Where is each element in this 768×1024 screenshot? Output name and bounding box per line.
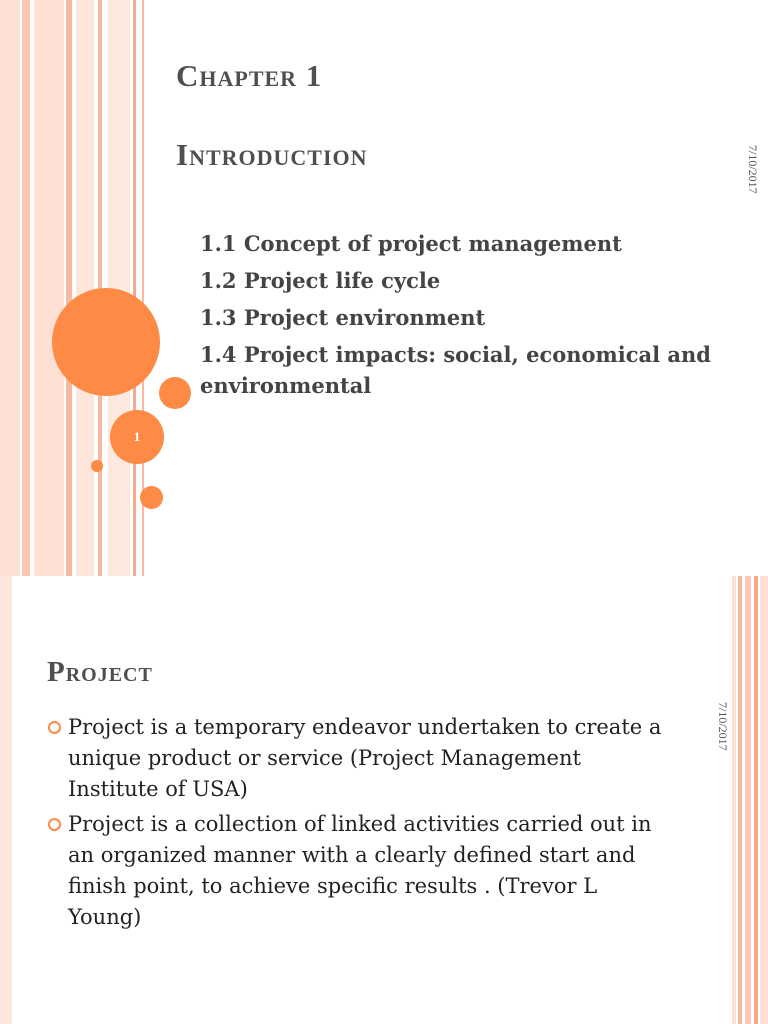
topic-item: 1.1 Concept of project management bbox=[200, 231, 622, 256]
decor-stripe bbox=[760, 576, 768, 1024]
slide-date: 7/10/2017 bbox=[746, 145, 760, 194]
decor-stripe bbox=[0, 0, 20, 576]
decor-circle bbox=[159, 377, 191, 409]
introduction-title: Introduction bbox=[176, 137, 368, 172]
decor-stripe bbox=[133, 0, 136, 576]
definition-item bbox=[48, 809, 668, 933]
decor-stripe bbox=[732, 576, 736, 1024]
bullet-circle-icon bbox=[48, 818, 61, 831]
topic-item: 1.4 Project impacts: social, economical and environmental bbox=[200, 342, 711, 398]
project-title: Project bbox=[47, 656, 153, 688]
slide-number: 1 bbox=[133, 429, 141, 444]
decor-stripe bbox=[754, 576, 758, 1024]
definition-text: Project is a collection of linked activities carried out in an organized manner with a clearly defined start and finish point, to achieve specific results . (Trevor L Young) bbox=[68, 812, 652, 929]
definition-item bbox=[48, 712, 668, 805]
decor-circle bbox=[52, 288, 160, 396]
slide-2 bbox=[0, 576, 768, 1024]
decor-stripe bbox=[34, 0, 64, 576]
decor-circle bbox=[91, 460, 103, 472]
decor-circle bbox=[140, 486, 163, 509]
definition-list bbox=[48, 712, 668, 937]
topic-item: 1.3 Project environment bbox=[200, 305, 486, 330]
decor-stripe bbox=[22, 0, 30, 576]
decor-stripe bbox=[76, 0, 94, 576]
definition-text: Project is a temporary endeavor undertaken to create a unique product or service (Project Management Institute of USA) bbox=[68, 715, 662, 801]
decor-stripe bbox=[0, 576, 12, 1024]
decor-stripe bbox=[738, 576, 742, 1024]
chapter-title: Chapter 1 bbox=[176, 58, 323, 93]
bullet-circle-icon bbox=[48, 721, 61, 734]
topic-item: 1.2 Project life cycle bbox=[200, 268, 441, 293]
topic-list bbox=[200, 228, 730, 407]
decor-stripe bbox=[745, 576, 751, 1024]
decor-stripe bbox=[66, 0, 72, 576]
slide-date: 7/10/2017 bbox=[716, 702, 730, 751]
